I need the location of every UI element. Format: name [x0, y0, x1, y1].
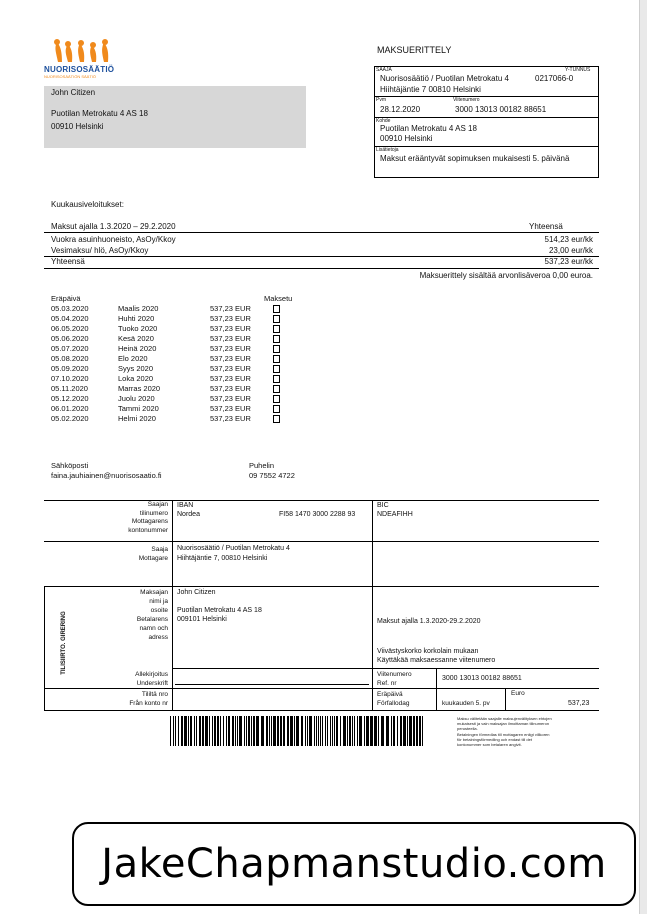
charge-label: Vuokra asuinhuoneisto, AsOy/Kkoy	[51, 235, 176, 244]
barcode-bar	[228, 716, 230, 746]
barcode-bar	[359, 716, 362, 746]
barcode-bar	[220, 716, 221, 746]
barcode-bar	[273, 716, 276, 746]
barcode-bar	[223, 716, 224, 746]
barcode-bar	[212, 716, 213, 746]
logo	[44, 38, 124, 78]
barcode-bar	[261, 716, 264, 746]
barcode-bar	[175, 716, 176, 746]
barcode-bar	[217, 716, 219, 746]
schedule-row: 05.11.2020 Marras 2020 537,23 EUR	[51, 384, 291, 394]
barcode-bar	[340, 716, 341, 746]
barcode	[170, 716, 426, 746]
barcode-bar	[320, 716, 321, 746]
barcode-bar	[232, 716, 234, 746]
barcode-bar	[325, 716, 326, 746]
giro-saaja-label: Saaja Mottagare	[138, 546, 168, 562]
saaja-line2: Hiihtäjäntie 7 00810 Helsinki	[380, 85, 481, 94]
barcode-bar	[419, 716, 421, 746]
barcode-bar	[251, 716, 252, 746]
kohde-line2: 00910 Helsinki	[380, 134, 433, 143]
charge-amount: 23,00 eur/kk	[548, 246, 593, 255]
schedule-row: 05.08.2020 Elo 2020 537,23 EUR	[51, 354, 291, 364]
page-edge	[639, 0, 647, 914]
bank-name: Nordea	[177, 511, 200, 518]
barcode-bar	[214, 716, 216, 746]
barcode-bar	[199, 716, 201, 746]
barcode-bar	[202, 716, 204, 746]
phone-value: 09 7552 4722	[249, 471, 295, 480]
bic-label: BIC	[377, 502, 389, 509]
paid-checkbox[interactable]	[273, 325, 280, 333]
charges-total-amount: 537,23 eur/kk	[544, 257, 593, 266]
schedule-row: 07.10.2020 Loka 2020 537,23 EUR	[51, 374, 291, 384]
schedule-row: 05.12.2020 Juolu 2020 537,23 EUR	[51, 394, 291, 404]
barcode-bar	[246, 716, 247, 746]
barcode-bar	[327, 716, 328, 746]
barcode-bar	[294, 716, 295, 746]
barcode-bar	[237, 716, 238, 746]
maksaja-address1: Puotilan Metrokatu 4 AS 18	[177, 607, 262, 614]
barcode-icon	[170, 716, 426, 746]
kohde-line1: Puotilan Metrokatu 4 AS 18	[380, 124, 477, 133]
paid-checkbox[interactable]	[273, 355, 280, 363]
barcode-bar	[269, 716, 270, 746]
barcode-bar	[352, 716, 353, 746]
barcode-bar	[374, 716, 377, 746]
erapaiva-label: Eräpäivä Förfallodag	[377, 691, 410, 707]
schedule-paid-label: Maksetu	[264, 294, 293, 303]
barcode-bar	[244, 716, 245, 746]
charges-heading: Kuukausiveloitukset:	[51, 200, 124, 209]
barcode-bar	[366, 716, 369, 746]
barcode-bar	[205, 716, 208, 746]
logo-subtext: NUORISOSÄÄTIÖN SÄÄTIÖ	[44, 74, 97, 79]
barcode-bar	[277, 716, 279, 746]
barcode-bar	[416, 716, 418, 746]
giro-interest-note: Viivästyskorko korkolain mukaan	[377, 648, 479, 655]
maksaja-label: Maksajan nimi ja osoite Betalarens namn och adress	[136, 589, 168, 641]
watermark-text: JakeChapmanstudio.com	[101, 841, 607, 887]
barcode-bar	[235, 716, 236, 746]
maksaja-name: John Citizen	[177, 589, 216, 596]
ytunnus-value: 0217066-0	[535, 74, 574, 83]
charge-amount: 514,23 eur/kk	[544, 235, 593, 244]
barcode-bar	[349, 716, 351, 746]
erapaiva-value: kuukauden 5. pv	[442, 700, 490, 707]
charges-period: Maksut ajalla 1.3.2020 – 29.2.2020	[51, 222, 176, 231]
paid-checkbox[interactable]	[273, 415, 280, 423]
tililta-label: Tililtä nro Från konto nr	[129, 691, 168, 707]
charges-total-column: Yhteensä	[529, 222, 563, 231]
schedule-row: 05.07.2020 Heinä 2020 537,23 EUR	[51, 344, 291, 354]
recipient-address2: 00910 Helsinki	[51, 122, 104, 131]
giro-saaja1: Nuorisosäätiö / Puotilan Metrokatu 4	[177, 545, 290, 552]
barcode-bar	[280, 716, 282, 746]
barcode-bar	[256, 716, 259, 746]
viitenumero-label: Viitenumero	[453, 97, 480, 103]
schedule-row: 05.03.2020 Maalis 2020 537,23 EUR	[51, 304, 291, 314]
barcode-bar	[347, 716, 348, 746]
barcode-bar	[381, 716, 384, 746]
barcode-bar	[354, 716, 355, 746]
barcode-bar	[248, 716, 250, 746]
barcode-bar	[188, 716, 189, 746]
schedule-row: 06.05.2020 Tuoko 2020 537,23 EUR	[51, 324, 291, 334]
pvm-label: Pvm	[376, 97, 386, 103]
barcode-bar	[332, 716, 333, 746]
paid-checkbox[interactable]	[273, 315, 280, 323]
barcode-bar	[301, 716, 303, 746]
maksaja-address2: 009101 Helsinki	[177, 616, 227, 623]
email-label: Sähköposti	[51, 461, 89, 470]
barcode-bar	[386, 716, 389, 746]
iban-value: FI58 1470 3000 2288 93	[279, 511, 356, 518]
paid-checkbox[interactable]	[273, 345, 280, 353]
barcode-bar	[290, 716, 293, 746]
barcode-bar	[296, 716, 299, 746]
schedule-row: 05.09.2020 Syys 2020 537,23 EUR	[51, 364, 291, 374]
paid-checkbox[interactable]	[273, 395, 280, 403]
barcode-bar	[397, 716, 398, 746]
barcode-bar	[413, 716, 415, 746]
giro-side-label: TILISIIRTO. GIRERING	[61, 611, 67, 675]
barcode-bar	[400, 716, 402, 746]
charge-label: Vesimaksu/ hlö, AsOy/Kkoy	[51, 246, 149, 255]
barcode-bar	[318, 716, 319, 746]
barcode-bar	[407, 716, 408, 746]
barcode-bar	[266, 716, 268, 746]
barcode-bar	[391, 716, 392, 746]
giro-fineprint: Maksu välitetään saajalle maksujenvälityksen ehtojen mukaisesti ja vain maksajan ilmoittaman tilinumeron perusteella. Betalningen förmedlas till mottagaren enligt villkoren för betalningsförmedling och endast till det kontonummer som betalaren angivit.	[457, 716, 552, 748]
barcode-bar	[253, 716, 255, 746]
barcode-bar	[364, 716, 365, 746]
barcode-bar	[409, 716, 412, 746]
barcode-bar	[330, 716, 331, 746]
barcode-bar	[422, 716, 423, 746]
barcode-bar	[283, 716, 285, 746]
schedule-row: 05.04.2020 Huhti 2020 537,23 EUR	[51, 314, 291, 324]
barcode-bar	[322, 716, 323, 746]
viitenumero-value: 3000 13013 00182 88651	[455, 105, 547, 114]
email-value: faina.jauhiainen@nuorisosaatio.fi	[51, 471, 162, 480]
barcode-bar	[336, 716, 338, 746]
lisatietoja-label: Lisätietoja	[376, 147, 399, 153]
vat-note: Maksuerittely sisältää arvonlisäveroa 0,00 euroa.	[419, 271, 593, 280]
barcode-bar	[357, 716, 358, 746]
barcode-bar	[309, 716, 312, 746]
barcode-bar	[184, 716, 187, 746]
barcode-bar	[196, 716, 197, 746]
barcode-bar	[403, 716, 406, 746]
recipient-address1: Puotilan Metrokatu 4 AS 18	[51, 109, 148, 118]
barcode-bar	[209, 716, 210, 746]
barcode-bar	[181, 716, 183, 746]
barcode-bar	[271, 716, 272, 746]
saaja-label: SAAJA	[376, 67, 392, 73]
pvm-value: 28.12.2020	[380, 105, 421, 114]
giro-viite-label: Viitenumero Ref. nr	[377, 671, 412, 687]
barcode-bar	[239, 716, 242, 746]
barcode-bar	[305, 716, 306, 746]
giro-saaja2: Hiihtäjäntie 7, 00810 Helsinki	[177, 555, 268, 562]
giro-reference-note: Käyttäkää maksaessanne viitenumero	[377, 657, 496, 664]
barcode-bar	[194, 716, 195, 746]
barcode-bar	[316, 716, 317, 746]
kohde-label: Kohde	[376, 118, 391, 124]
barcode-bar	[370, 716, 373, 746]
barcode-bar	[314, 716, 315, 746]
logo-text: NUORISOSÄÄTIÖ	[44, 65, 115, 74]
signature-label: Allekirjoitus Underskrift	[135, 671, 168, 687]
paid-checkbox[interactable]	[273, 365, 280, 373]
barcode-bar	[378, 716, 379, 746]
saaja-line1: Nuorisosäätiö / Puotilan Metrokatu 4	[380, 74, 509, 83]
giro-viite-value: 3000 13013 00182 88651	[442, 675, 522, 682]
paid-checkbox[interactable]	[273, 405, 280, 413]
barcode-bar	[173, 716, 174, 746]
barcode-bar	[170, 716, 171, 746]
signature-line[interactable]	[175, 684, 369, 685]
barcode-bar	[287, 716, 289, 746]
barcode-bar	[190, 716, 192, 746]
paid-checkbox[interactable]	[273, 335, 280, 343]
barcode-bar	[307, 716, 308, 746]
ytunnus-label: Y-TUNNUS	[565, 67, 591, 73]
paid-checkbox[interactable]	[273, 375, 280, 383]
schedule-row: 05.02.2020 Helmi 2020 537,23 EUR	[51, 414, 291, 424]
saajan-tilinumero-label: Saajan tilinumero Mottagarens kontonummer	[128, 501, 168, 534]
paid-checkbox[interactable]	[273, 305, 280, 313]
paid-checkbox[interactable]	[273, 385, 280, 393]
barcode-bar	[334, 716, 335, 746]
schedule-row: 06.01.2020 Tammi 2020 537,23 EUR	[51, 404, 291, 414]
euro-value: 537,23	[568, 700, 590, 707]
lisatietoja-value: Maksut erääntyvät sopimuksen mukaisesti 5. päivänä	[380, 154, 570, 163]
bic-value: NDEAFIHH	[377, 511, 413, 518]
barcode-bar	[393, 716, 395, 746]
phone-label: Puhelin	[249, 461, 275, 470]
schedule-due-label: Eräpäivä	[51, 294, 81, 303]
barcode-bar	[226, 716, 227, 746]
barcode-bar	[178, 716, 179, 746]
barcode-bar	[343, 716, 346, 746]
schedule-row: 05.06.2020 Kesä 2020 537,23 EUR	[51, 334, 291, 344]
giro-payment-period: Maksut ajalla 1.3.2020-29.2.2020	[377, 618, 481, 625]
charges-total-label: Yhteensä	[51, 257, 85, 266]
recipient-name: John Citizen	[51, 88, 96, 97]
document-title: MAKSUERITTELY	[377, 45, 452, 55]
watermark-box	[72, 822, 636, 906]
iban-label: IBAN	[177, 502, 194, 509]
euro-label: Euro	[511, 690, 525, 697]
logo-figures-icon	[44, 38, 124, 64]
